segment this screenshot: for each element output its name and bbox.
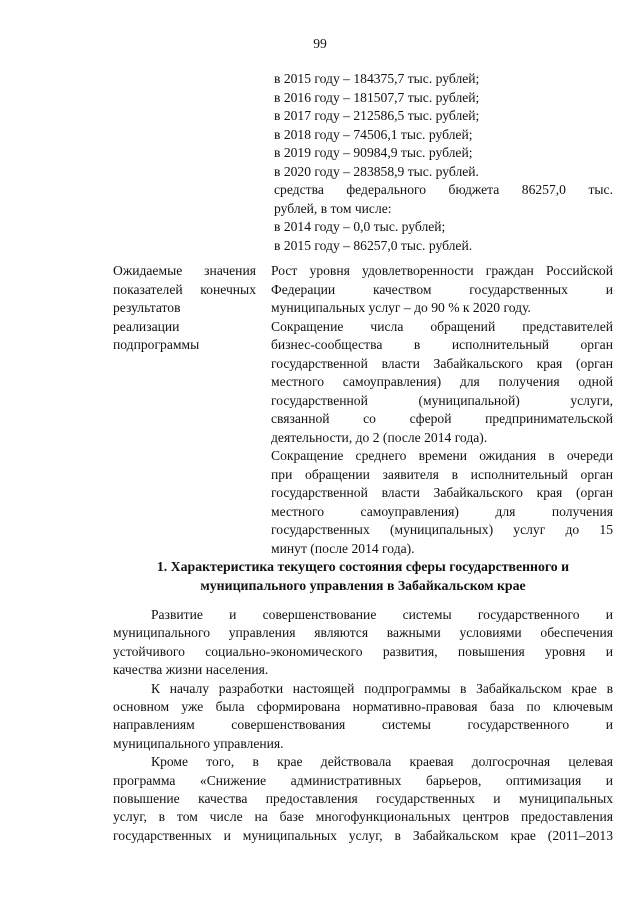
body-line: К началу разработки настоящей подпрограммы в Забайкальском крае в bbox=[151, 680, 613, 696]
indicators-value-line: деятельности, до 2 (после 2014 года). bbox=[271, 429, 488, 445]
funding-line: в 2020 году – 283858,9 тыс. рублей. bbox=[274, 163, 479, 179]
body-line: устойчивого социально-экономического развития, повышения уровня и bbox=[113, 643, 613, 659]
funding-line: в 2018 году – 74506,1 тыс. рублей; bbox=[274, 126, 473, 142]
body-line: повышение качества предоставления государственных и муниципальных bbox=[113, 791, 613, 807]
indicators-label-line: показателей конечных bbox=[113, 281, 256, 297]
body-line: государственных и муниципальных услуг, в Забайкальском крае (2011–2013 bbox=[113, 827, 613, 843]
indicators-value-line: муниципальных услуг – до 90 % к 2020 году. bbox=[271, 300, 531, 315]
indicators-value-line: государственной власти Забайкальского края (орган bbox=[271, 485, 613, 500]
funding-line: в 2016 году – 181507,7 тыс. рублей; bbox=[274, 89, 480, 105]
indicators-value-line: местного самоуправления) для получения bbox=[271, 503, 613, 519]
indicators-value-line: Рост уровня удовлетворенности граждан Российской bbox=[271, 263, 613, 278]
funding-line: в 2015 году – 86257,0 тыс. рублей. bbox=[274, 237, 473, 253]
funding-line: средства федерального бюджета 86257,0 тыс. bbox=[274, 182, 613, 197]
indicators-value-line: Сокращение числа обращений представителей bbox=[271, 318, 613, 334]
funding-line: в 2015 году – 184375,7 тыс. рублей; bbox=[274, 71, 480, 86]
indicators-value-line: государственной (муниципальной) услуги, bbox=[271, 392, 613, 408]
body-line: качества жизни населения. bbox=[113, 662, 269, 678]
indicators-values bbox=[271, 262, 613, 558]
section-heading-line-1: 1. Характеристика текущего состояния сферы государственного и bbox=[156, 559, 570, 574]
body-line: основном уже была сформирована нормативно-правовая база по ключевым bbox=[113, 699, 613, 715]
indicators-value-line: бизнес-сообщества в исполнительный орган bbox=[271, 337, 613, 352]
body-line: муниципального управления. bbox=[113, 735, 284, 751]
body-line: муниципального управления являются важными условиями обеспечения bbox=[113, 625, 613, 641]
indicators-label bbox=[113, 262, 256, 355]
funding-line: в 2014 году – 0,0 тыс. рублей; bbox=[274, 219, 446, 234]
indicators-value-line: Федерации качеством государственных и bbox=[271, 281, 613, 297]
indicators-label-line: подпрограммы bbox=[113, 337, 200, 352]
section-body bbox=[113, 606, 613, 845]
indicators-value-line: минут (после 2014 года). bbox=[271, 540, 415, 556]
section-heading bbox=[113, 557, 613, 595]
body-line: Развитие и совершенствование системы государственного и bbox=[151, 607, 613, 622]
funding-line: рублей, в том числе: bbox=[274, 200, 392, 216]
section-heading-line-2: муниципального управления в Забайкальском крае bbox=[200, 578, 526, 593]
indicators-value-line: государственных (муниципальных) услуг до 15 bbox=[271, 522, 613, 537]
body-line: программа «Снижение административных барьеров, оптимизация и bbox=[113, 772, 613, 788]
indicators-value-line: Сокращение среднего времени ожидания в очереди bbox=[271, 448, 613, 463]
funding-line: в 2019 году – 90984,9 тыс. рублей; bbox=[274, 145, 473, 160]
indicators-value-line: связанной со сферой предпринимательской bbox=[271, 411, 613, 426]
body-line: Кроме того, в крае действовала краевая долгосрочная целевая bbox=[151, 754, 613, 770]
funding-line: в 2017 году – 212586,5 тыс. рублей; bbox=[274, 108, 480, 123]
indicators-value-line: при обращении заявителя в исполнительный орган bbox=[271, 466, 613, 482]
indicators-value-line: государственной власти Забайкальского края (орган bbox=[271, 355, 613, 371]
indicators-label-line: Ожидаемые значения bbox=[113, 263, 256, 278]
page-number: 99 bbox=[313, 36, 327, 51]
body-line: услуг, в том числе на базе многофункциональных центров предоставления bbox=[113, 809, 613, 825]
body-line: направлениям совершенствования системы государственного и bbox=[113, 717, 613, 733]
indicators-label-line: результатов bbox=[113, 300, 181, 315]
funding-breakdown bbox=[274, 70, 613, 255]
indicators-label-line: реализации bbox=[113, 318, 180, 334]
indicators-value-line: местного самоуправления) для получения одной bbox=[271, 374, 613, 389]
